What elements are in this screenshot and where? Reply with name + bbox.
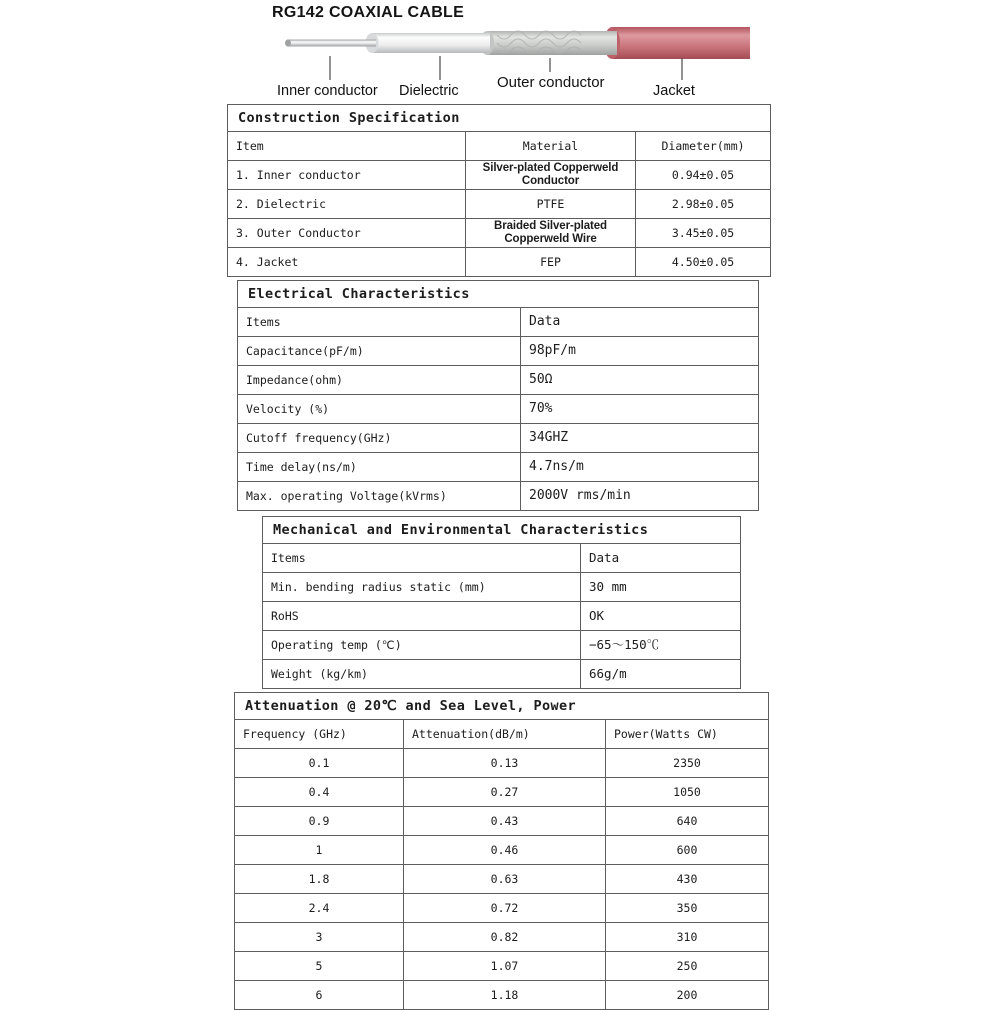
- cell-attenuation: 0.63: [404, 865, 606, 894]
- cell-attenuation: 0.27: [404, 778, 606, 807]
- cell-value: 66g/m: [581, 660, 741, 689]
- cell-diameter: 3.45±0.05: [636, 219, 771, 248]
- cell-attenuation: 1.18: [404, 981, 606, 1010]
- table-row: [228, 248, 771, 277]
- table-row: [228, 161, 771, 190]
- attenuation-power-table: [234, 692, 769, 1010]
- cell-frequency: 2.4: [235, 894, 404, 923]
- cell-value: 50Ω: [521, 366, 759, 395]
- cell-diameter: 2.98±0.05: [636, 190, 771, 219]
- column-header-items: Items: [263, 544, 581, 573]
- cell-item: 2. Dielectric: [228, 190, 466, 219]
- page-title: RG142 COAXIAL CABLE: [272, 4, 465, 21]
- table-row: [238, 366, 759, 395]
- cell-power: 2350: [606, 749, 769, 778]
- table-row: [235, 952, 769, 981]
- cell-power: 1050: [606, 778, 769, 807]
- cell-item: Operating temp (℃): [263, 631, 581, 660]
- table-row: [263, 602, 741, 631]
- table-row: [235, 836, 769, 865]
- cell-material: PTFE: [466, 190, 636, 219]
- column-header-items: Items: [238, 308, 521, 337]
- cell-attenuation: 0.13: [404, 749, 606, 778]
- table-row: [235, 778, 769, 807]
- cell-item: 1. Inner conductor: [228, 161, 466, 190]
- cell-frequency: 0.1: [235, 749, 404, 778]
- table-title-row: [263, 517, 741, 544]
- column-header-item: Item: [228, 132, 466, 161]
- table-row: [235, 865, 769, 894]
- cell-frequency: 3: [235, 923, 404, 952]
- callout-outer-conductor: Outer conductor: [497, 74, 605, 91]
- cell-value: 2000V rms/min: [521, 482, 759, 511]
- column-header-attenuation: Attenuation(dB/m): [404, 720, 606, 749]
- table-row: [238, 337, 759, 366]
- table-header-row: [235, 720, 769, 749]
- column-header-diameter: Diameter(mm): [636, 132, 771, 161]
- cell-power: 200: [606, 981, 769, 1010]
- cell-value: OK: [581, 602, 741, 631]
- callout-dielectric: Dielectric: [399, 83, 459, 99]
- cell-power: 600: [606, 836, 769, 865]
- cell-value: 34GHZ: [521, 424, 759, 453]
- cell-value: 98pF/m: [521, 337, 759, 366]
- column-header-frequency: Frequency (GHz): [235, 720, 404, 749]
- cell-material: Braided Silver-plated Copperweld Wire: [466, 219, 636, 248]
- electrical-characteristics-table: [237, 280, 759, 511]
- cell-frequency: 1: [235, 836, 404, 865]
- cell-attenuation: 0.72: [404, 894, 606, 923]
- callout-inner-conductor: Inner conductor: [277, 83, 378, 99]
- cell-power: 430: [606, 865, 769, 894]
- cell-frequency: 6: [235, 981, 404, 1010]
- cell-attenuation: 0.43: [404, 807, 606, 836]
- cell-power: 350: [606, 894, 769, 923]
- table-row: [235, 923, 769, 952]
- cell-frequency: 1.8: [235, 865, 404, 894]
- cable-outer-conductor-layer: [480, 31, 617, 55]
- table-title-row: [238, 281, 759, 308]
- coaxial-cable-diagram: [0, 0, 1000, 104]
- cable-jacket-layer: [604, 27, 750, 59]
- cell-item: 4. Jacket: [228, 248, 466, 277]
- table-header-row: [228, 132, 771, 161]
- electrical-table-title: Electrical Characteristics: [238, 281, 759, 308]
- cell-material: FEP: [466, 248, 636, 277]
- cell-item: RoHS: [263, 602, 581, 631]
- table-row: [238, 424, 759, 453]
- cell-item: Min. bending radius static (mm): [263, 573, 581, 602]
- table-title-row: [228, 105, 771, 132]
- table-row: [235, 749, 769, 778]
- cell-value: 70%: [521, 395, 759, 424]
- mechanical-environmental-characteristics-table: [262, 516, 741, 689]
- table-row: [235, 981, 769, 1010]
- table-row: [263, 573, 741, 602]
- cell-attenuation: 1.07: [404, 952, 606, 981]
- cell-diameter: 0.94±0.05: [636, 161, 771, 190]
- cable-dielectric-layer: [366, 33, 491, 53]
- cell-power: 250: [606, 952, 769, 981]
- cell-diameter: 4.50±0.05: [636, 248, 771, 277]
- cell-power: 310: [606, 923, 769, 952]
- construction-table-title: Construction Specification: [228, 105, 771, 132]
- cell-item: Time delay(ns/m): [238, 453, 521, 482]
- column-header-power: Power(Watts CW): [606, 720, 769, 749]
- table-row: [263, 631, 741, 660]
- table-row: [238, 453, 759, 482]
- cell-power: 640: [606, 807, 769, 836]
- cell-value: −65～150℃: [581, 631, 741, 660]
- cell-item: Capacitance(pF/m): [238, 337, 521, 366]
- cell-material: Silver-plated Copperweld Conductor: [466, 161, 636, 190]
- attenuation-table-title: Attenuation @ 20℃ and Sea Level, Power: [235, 693, 769, 720]
- mechanical-table-title: Mechanical and Environmental Characteristics: [263, 517, 741, 544]
- cell-attenuation: 0.46: [404, 836, 606, 865]
- cell-frequency: 0.9: [235, 807, 404, 836]
- table-title-row: [235, 693, 769, 720]
- cell-item: 3. Outer Conductor: [228, 219, 466, 248]
- cell-item: Weight (kg/km): [263, 660, 581, 689]
- column-header-data: Data: [521, 308, 759, 337]
- table-row: [228, 190, 771, 219]
- cell-attenuation: 0.82: [404, 923, 606, 952]
- table-row: [235, 894, 769, 923]
- cell-frequency: 0.4: [235, 778, 404, 807]
- column-header-data: Data: [581, 544, 741, 573]
- cable-inner-conductor-layer: [285, 39, 376, 46]
- column-header-material: Material: [466, 132, 636, 161]
- cell-value: 4.7ns/m: [521, 453, 759, 482]
- cell-item: Impedance(ohm): [238, 366, 521, 395]
- table-row: [228, 219, 771, 248]
- callout-jacket: Jacket: [653, 83, 695, 99]
- cell-frequency: 5: [235, 952, 404, 981]
- table-row: [263, 660, 741, 689]
- cell-item: Velocity (%): [238, 395, 521, 424]
- cell-item: Max. operating Voltage(kVrms): [238, 482, 521, 511]
- cell-value: 30 mm: [581, 573, 741, 602]
- construction-specification-table: [227, 104, 771, 277]
- table-row: [238, 482, 759, 511]
- cell-item: Cutoff frequency(GHz): [238, 424, 521, 453]
- table-header-row: [263, 544, 741, 573]
- table-row: [238, 395, 759, 424]
- table-row: [235, 807, 769, 836]
- table-header-row: [238, 308, 759, 337]
